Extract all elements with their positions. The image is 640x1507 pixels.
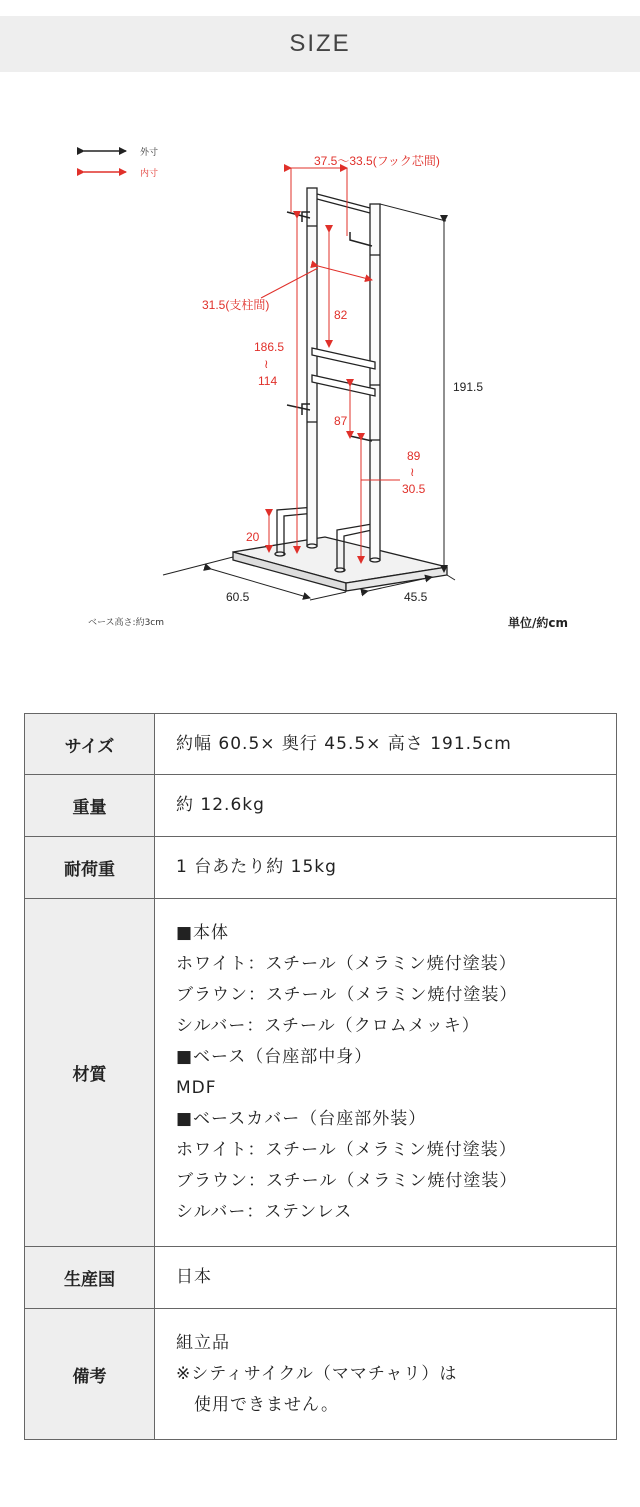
dim-20: 20 (246, 530, 260, 544)
dim-wave-1: ≀ (264, 357, 269, 371)
legend (84, 146, 158, 179)
spec-row-material (25, 899, 617, 1247)
spec-key: 耐荷重 (25, 837, 155, 899)
middle-bars (312, 348, 375, 396)
spec-row-country (25, 1247, 617, 1309)
notes-line: 組立品 (176, 1332, 230, 1353)
unit-label: 単位/約cm (508, 616, 569, 630)
material-line: ブラウン：スチール（メラミン焼付塗装） (176, 984, 518, 1005)
material-line: シルバー：ステンレス (176, 1201, 353, 1222)
dim-186-5: 186.5 (254, 340, 285, 354)
dim-87: 87 (334, 414, 348, 428)
material-line: ■ベース（台座部中身） (176, 1046, 373, 1067)
spec-row-load (25, 837, 617, 899)
base-height-note: ベース高さ:約3cm (88, 618, 165, 628)
dim-82: 82 (334, 308, 348, 322)
size-header (0, 16, 640, 72)
dimension-diagram (0, 130, 640, 610)
spec-value: 1 台あたり約 15kg (155, 837, 617, 899)
spec-key: 生産国 (25, 1247, 155, 1309)
spec-value: 日本 (155, 1247, 617, 1309)
material-line: ブラウン：スチール（メラミン焼付塗装） (176, 1170, 518, 1191)
spec-key: サイズ (25, 714, 155, 775)
base-plate (233, 537, 447, 591)
material-line: ホワイト：スチール（メラミン焼付塗装） (176, 1139, 517, 1160)
material-line: ホワイト：スチール（メラミン焼付塗装） (176, 953, 517, 974)
spec-value (155, 1309, 617, 1440)
notes-line: 使用できません。 (194, 1394, 340, 1415)
spec-value: 約 12.6kg (155, 775, 617, 837)
spec-key: 備考 (25, 1309, 155, 1440)
dim-wave-2: ≀ (410, 465, 415, 479)
spec-row-size (25, 714, 617, 775)
spec-row-notes (25, 1309, 617, 1440)
material-line: ■ベースカバー（台座部外装） (176, 1108, 427, 1129)
spec-table (24, 713, 617, 1440)
dim-45-5: 45.5 (404, 590, 428, 604)
dim-114: 114 (258, 374, 278, 388)
dim-30-5: 30.5 (402, 482, 426, 496)
dim-60-5: 60.5 (226, 590, 250, 604)
dim-hook-core: 37.5～33.5(フック芯間) (314, 154, 440, 168)
spec-value (155, 899, 617, 1247)
size-title: SIZE (289, 30, 351, 57)
legend-outer-label: 外寸 (140, 148, 159, 158)
material-line: シルバー：スチール（クロムメッキ） (176, 1015, 480, 1036)
notes-line: ※シティサイクル（ママチャリ）は (176, 1363, 458, 1384)
spec-value: 約幅 60.5× 奥行 45.5× 高さ 191.5cm (155, 714, 617, 775)
spec-key: 重量 (25, 775, 155, 837)
dim-191-5: 191.5 (453, 380, 484, 394)
legend-inner-label: 内寸 (140, 169, 159, 179)
material-line: MDF (176, 1077, 217, 1098)
material-line: ■本体 (176, 922, 230, 943)
spec-key: 材質 (25, 899, 155, 1247)
dim-89: 89 (407, 449, 421, 463)
pole-back (307, 188, 317, 548)
pole-front (370, 204, 380, 562)
spec-row-weight (25, 775, 617, 837)
dim-pole-gap: 31.5(支柱間) (202, 298, 270, 312)
